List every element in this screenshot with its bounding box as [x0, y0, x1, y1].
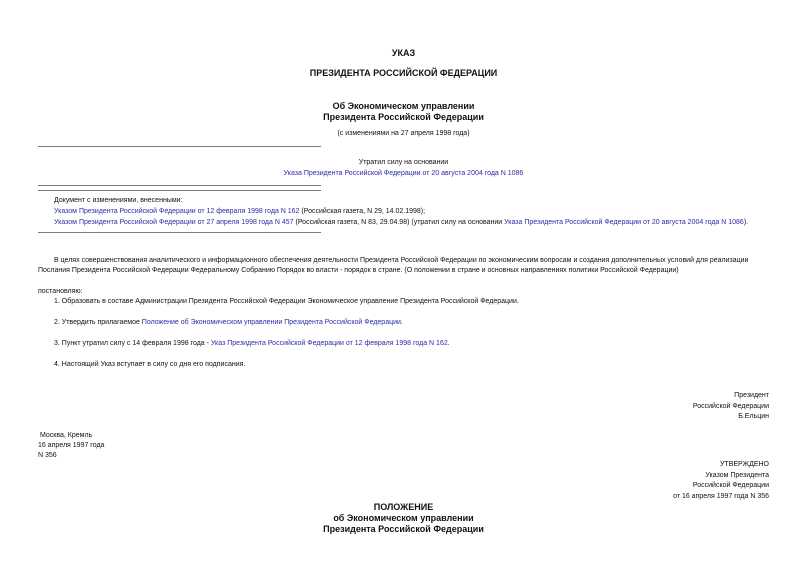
lost-force-label: Утратил силу на основании	[358, 159, 449, 166]
approved-org: Российской Федерации	[692, 482, 769, 489]
preamble-line-2: Послания Президента Российской Федерации Федеральному Собранию Порядок во власти - порядок в стране. (О положении в стране и основных направлениях политики Российской Федерации)	[38, 267, 679, 274]
change-item-2	[54, 218, 748, 228]
approved-by: Указом Президента	[705, 472, 769, 479]
change-source-2: (Российская газета, N 83, 29.04.98) (утратил силу на основании	[293, 219, 505, 226]
amendment-note: (с изменениями на 27 апреля 1998 года)	[337, 130, 470, 137]
paragraph-2-end: .	[400, 319, 403, 326]
paragraph-2	[54, 318, 403, 328]
document-title-line1: Об Экономическом управлении	[332, 101, 475, 111]
issuer: ПРЕЗИДЕНТА РОССИЙСКОЙ ФЕДЕРАЦИИ	[309, 68, 498, 78]
divider	[38, 190, 321, 191]
document-type: УКАЗ	[391, 48, 416, 58]
approved-label: УТВЕРЖДЕНО	[719, 461, 769, 468]
changes-intro: Документ с изменениями, внесенными:	[54, 197, 183, 204]
lost-force-link[interactable]: Указа Президента Российской Федерации от 20 августа 2004 года N 1086	[283, 170, 524, 177]
paragraph-1: 1. Образовать в составе Администрации Президента Российской Федерации Экономическое управление Президента Российской Федерации.	[54, 298, 519, 305]
decree-word: постановляю:	[38, 288, 83, 295]
change-end-2: ).	[743, 219, 749, 226]
document-title-line2: Президента Российской Федерации	[323, 112, 484, 122]
approved-date: от 16 апреля 1997 года N 356	[673, 493, 769, 500]
change-source-1: (Российская газета, N 29, 14.02.1998);	[299, 208, 426, 215]
divider	[38, 146, 321, 147]
paragraph-3	[54, 339, 450, 349]
change-item-1	[54, 207, 425, 217]
preamble-line-1: В целях совершенствования аналитического и информационного обеспечения деятельности Президента Российской Федерации по экономическим вопросам и создания дополнительных условий для реализации	[54, 257, 749, 264]
paragraph-3-text: 3. Пункт утратил силу с 14 февраля 1998 года -	[54, 340, 211, 347]
paragraph-4: 4. Настоящий Указ вступает в силу со дня его подписания.	[54, 361, 246, 368]
place: Москва, Кремль	[40, 432, 93, 439]
regulation-title-line1: ПОЛОЖЕНИЕ	[373, 502, 434, 512]
change-link-1[interactable]: Указом Президента Российской Федерации от 12 февраля 1998 года N 162	[54, 208, 300, 215]
paragraph-2-text: 2. Утвердить прилагаемое	[54, 319, 142, 326]
divider	[38, 232, 321, 233]
divider	[38, 185, 321, 186]
repeal-decree-link[interactable]: Указ Президента Российской Федерации от 12 февраля 1998 года N 162	[210, 340, 448, 347]
change-link-3[interactable]: Указа Президента Российской Федерации от 20 августа 2004 года N 1086	[504, 219, 744, 226]
regulation-title-line2: об Экономическом управлении	[333, 513, 474, 523]
regulation-title-line3: Президента Российской Федерации	[323, 524, 484, 534]
signature-org: Российской Федерации	[692, 403, 769, 410]
regulation-link[interactable]: Положение об Экономическом управлении Президента Российской Федерации	[141, 319, 401, 326]
document-number: N 356	[38, 452, 57, 459]
signing-date: 16 апреля 1997 года	[38, 442, 105, 449]
change-link-2[interactable]: Указом Президента Российской Федерации от 27 апреля 1998 года N 457	[54, 219, 294, 226]
signature-title: Президент	[734, 392, 769, 399]
paragraph-3-end: .	[447, 340, 450, 347]
signature-name: Б.Ельцин	[738, 413, 769, 420]
